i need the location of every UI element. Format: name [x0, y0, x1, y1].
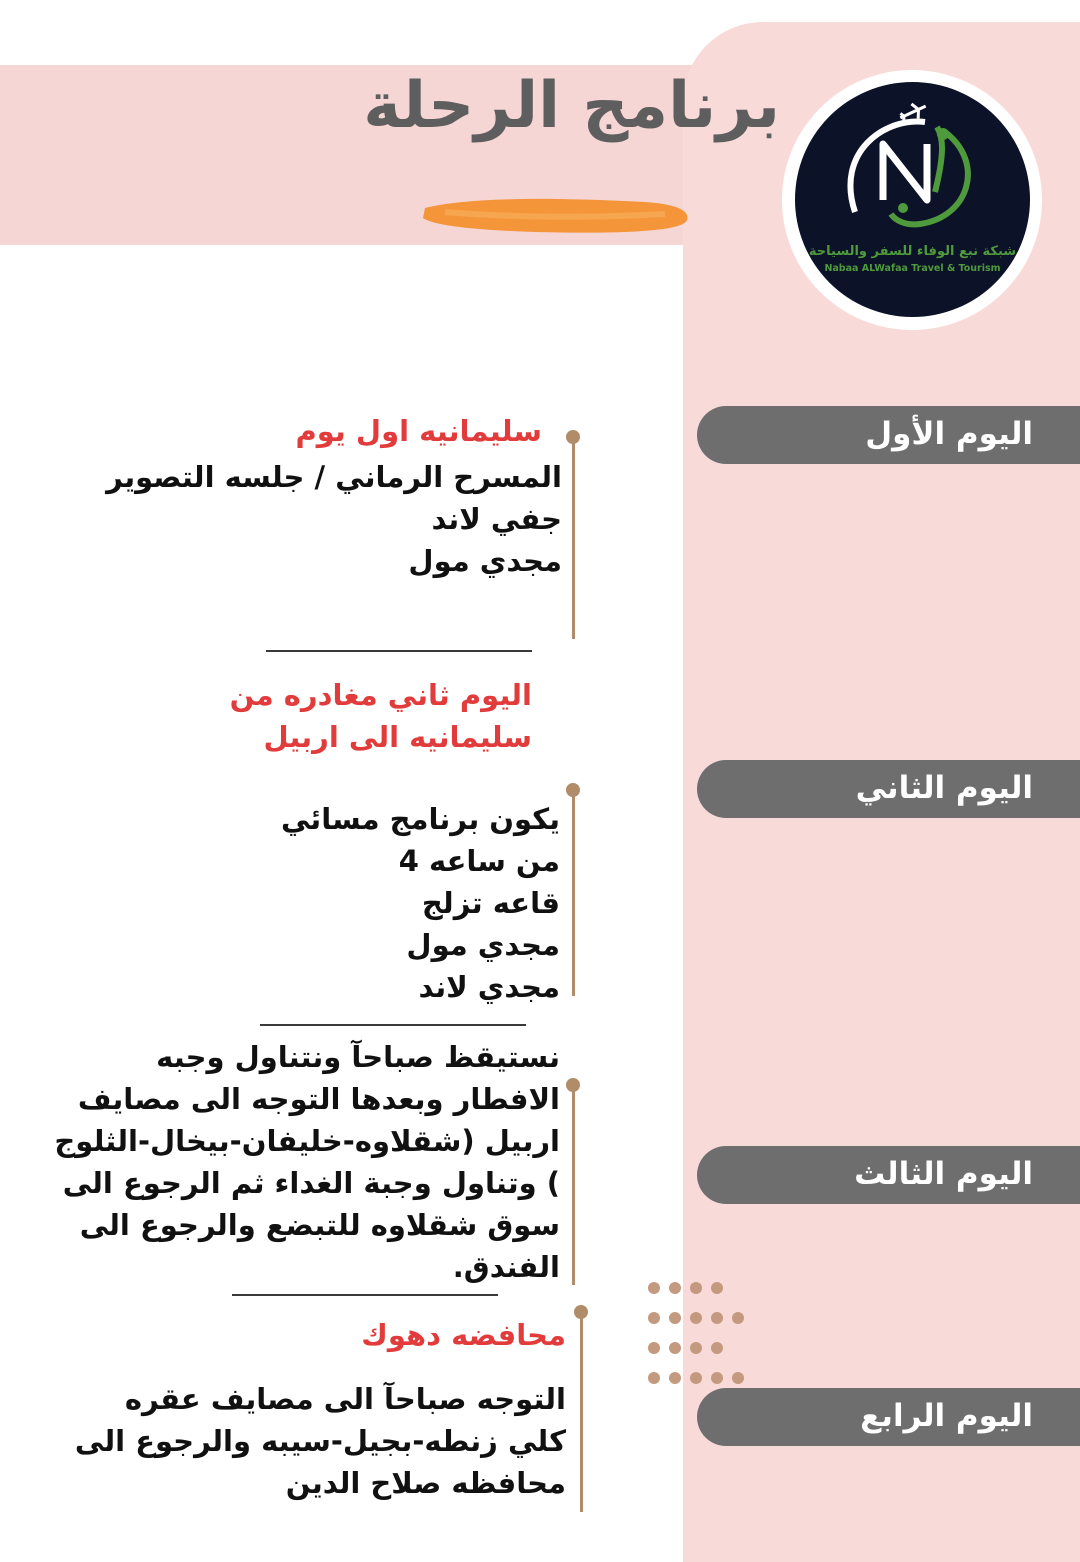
list-item: مجدي مول [406, 928, 560, 962]
timeline-dot-day-2 [566, 783, 580, 797]
decorative-dot [669, 1342, 681, 1354]
timeline-line-day-2 [572, 790, 575, 996]
list-item: مجدي مول [408, 544, 562, 578]
timeline-dot-day-3 [566, 1078, 580, 1092]
decorative-dot [648, 1282, 660, 1294]
list-item: جفي لاند [431, 502, 562, 536]
decorative-dot [669, 1312, 681, 1324]
list-item: المسرح الرماني / جلسه التصوير [106, 460, 562, 494]
day-4-heading: محافضه دهوك [361, 1318, 566, 1352]
decorative-dot [690, 1372, 702, 1384]
separator-1 [266, 650, 532, 652]
day-4-paragraph [26, 1378, 566, 1504]
timeline-line-day-4 [580, 1312, 583, 1512]
paragraph-line: نستيقظ صباحآ ونتناول وجبه [156, 1040, 560, 1074]
decorative-dot [711, 1342, 723, 1354]
decorative-dot [690, 1312, 702, 1324]
logo-brand-arabic: شبكة نبع الوفاء للسفر والسياحة [808, 244, 1017, 259]
logo-emblem-icon [795, 82, 1030, 317]
decorative-dot [732, 1312, 744, 1324]
logo-brand-english: Nabaa ALWafaa Travel & Tourism [824, 263, 1001, 274]
day-2-items [40, 798, 560, 1008]
decorative-dot [648, 1312, 660, 1324]
day-3-paragraph [20, 1036, 560, 1288]
decorative-dot [648, 1342, 660, 1354]
timeline-line-day-3 [572, 1085, 575, 1285]
decorative-dot [711, 1312, 723, 1324]
timeline-dot-day-1 [566, 430, 580, 444]
day-2-heading [12, 674, 532, 758]
timeline-dot-day-4 [574, 1305, 588, 1319]
paragraph-line: الفندق. [452, 1250, 560, 1284]
decorative-dot [711, 1372, 723, 1384]
paragraph-line: كلي زنطه-بجيل-سيبه والرجوع الى [74, 1424, 566, 1458]
company-logo [795, 82, 1030, 317]
paragraph-line: اربيل (شقلاوه-خليفان-بيخال-الثلوج [54, 1124, 560, 1158]
decorative-dot [669, 1372, 681, 1384]
paragraph-line: ) وتناول وجبة الغداء ثم الرجوع الى [62, 1166, 560, 1200]
paragraph-line: سوق شقلاوه للتبضع والرجوع الى [79, 1208, 560, 1242]
list-item: من ساعه 4 [398, 844, 560, 878]
day-3-label: اليوم الثالث [697, 1146, 1080, 1204]
list-item: مجدي لاند [418, 970, 560, 1004]
heading-line: سليمانيه الى اربيل [263, 720, 532, 754]
decorative-dot [669, 1282, 681, 1294]
list-item: قاعه تزلج [421, 886, 560, 920]
page-title: برنامج الرحلة [363, 69, 780, 143]
decorative-dot [648, 1372, 660, 1384]
separator-2 [260, 1024, 526, 1026]
decorative-dot [732, 1372, 744, 1384]
day-2-label: اليوم الثاني [697, 760, 1080, 818]
paragraph-line: محافظه صلاح الدين [285, 1466, 566, 1500]
timeline-line-day-1 [572, 437, 575, 639]
day-1-heading: سليمانيه اول يوم [295, 414, 542, 448]
paragraph-line: الافطار وبعدها التوجه الى مصايف [77, 1082, 560, 1116]
heading-line: اليوم ثاني مغادره من [229, 678, 532, 712]
decorative-dot [711, 1282, 723, 1294]
day-1-items [42, 456, 562, 582]
paragraph-line: التوجه صباحآ الى مصايف عقره [124, 1382, 566, 1416]
decorative-dot [690, 1342, 702, 1354]
redaction-scribble [415, 188, 695, 240]
day-1-label: اليوم الأول [697, 406, 1080, 464]
list-item: يكون برنامج مسائي [280, 802, 560, 836]
separator-3 [232, 1294, 498, 1296]
decorative-dot [690, 1282, 702, 1294]
day-4-label: اليوم الرابع [697, 1388, 1080, 1446]
